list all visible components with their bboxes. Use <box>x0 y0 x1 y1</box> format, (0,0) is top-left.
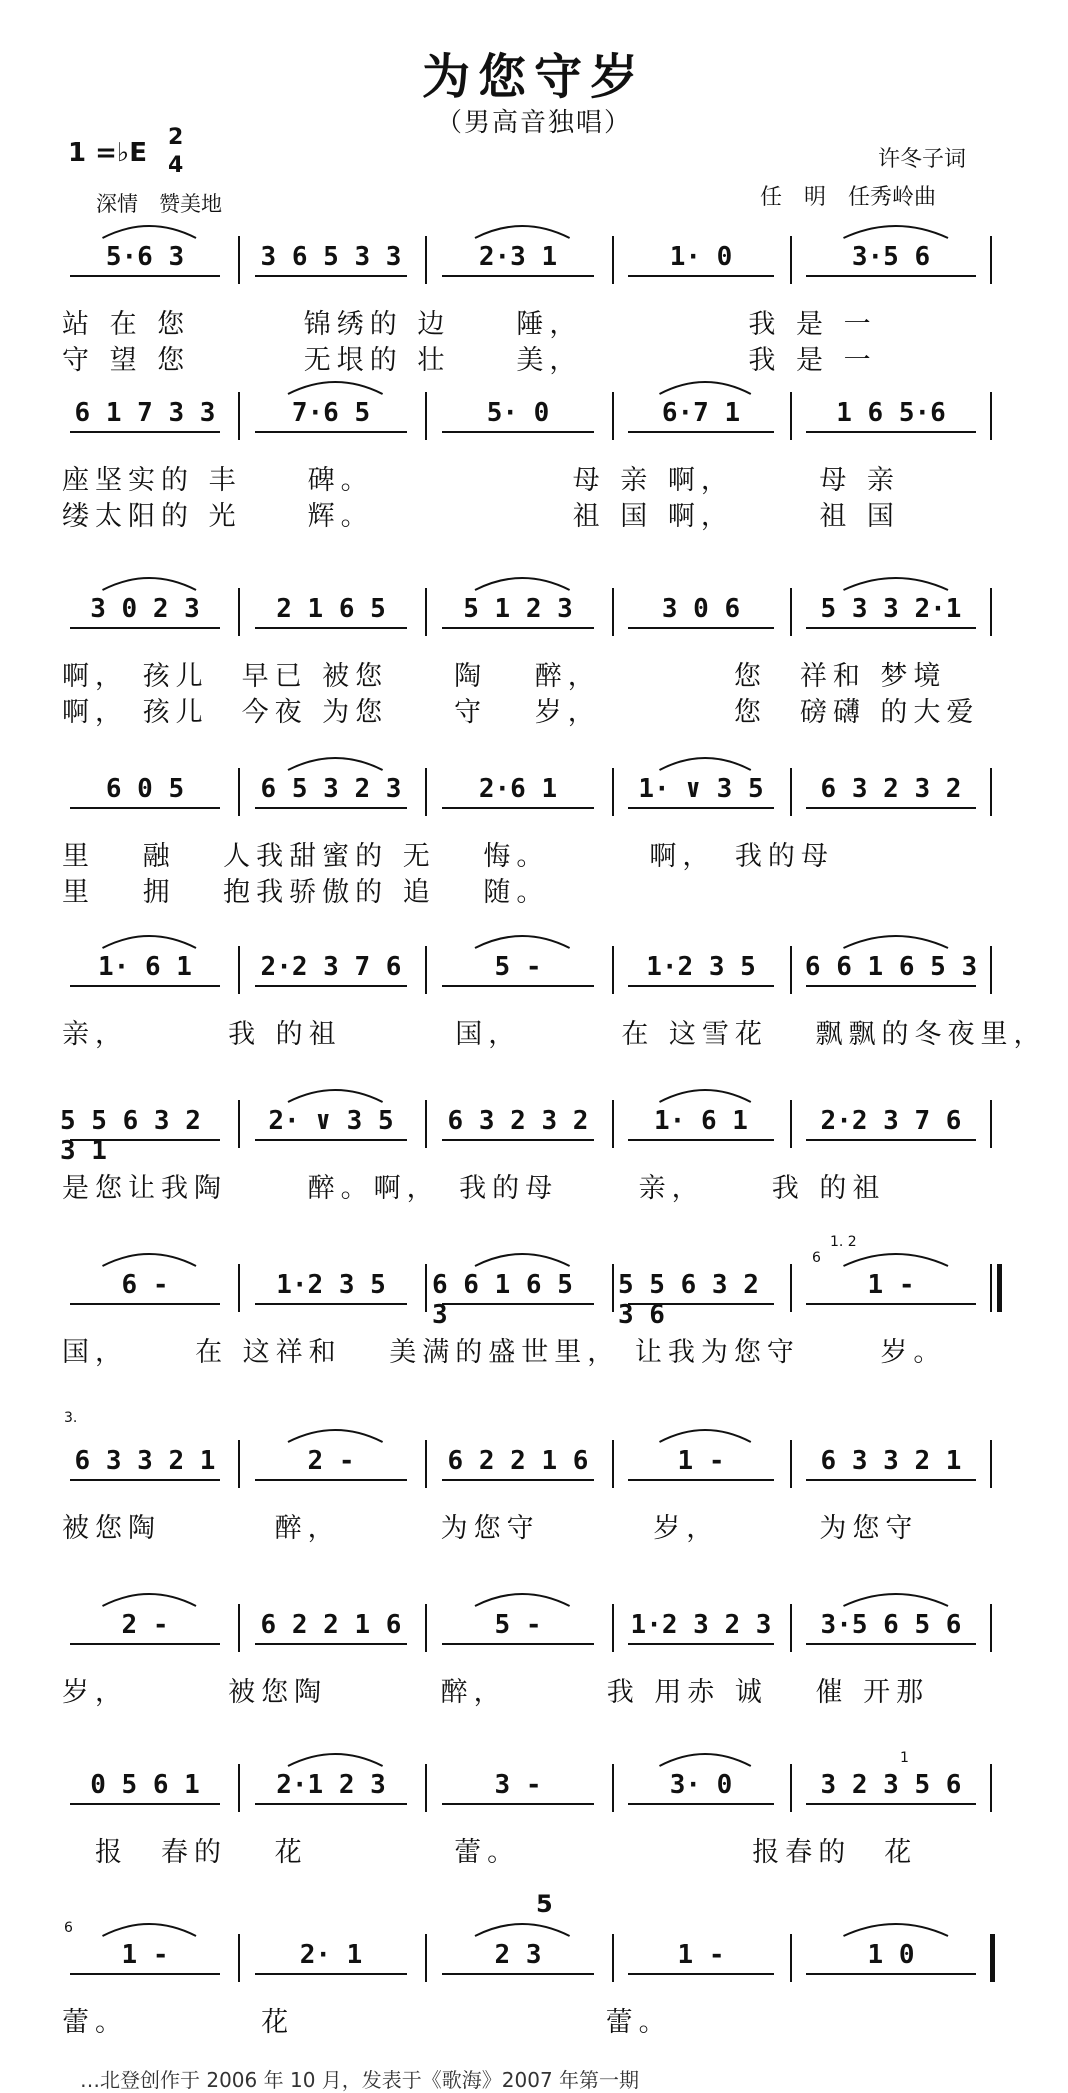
grace-note: 6 <box>812 1250 821 1266</box>
slur <box>103 1924 197 1936</box>
lyric-line: 蕾。 花 蕾。 <box>62 2007 672 2038</box>
volta-bracket: 1. 2 <box>830 1234 857 1250</box>
measure: 2 1 6 5 <box>276 594 386 624</box>
slur <box>844 1924 949 1936</box>
measure: 2·1 2 3 <box>276 1770 386 1800</box>
song-subtitle: （男高音独唱） <box>435 108 632 138</box>
measure: 3·5 6 5 6 <box>820 1610 962 1640</box>
beams-and-slurs <box>0 1066 1068 1146</box>
measure: 3· 0 <box>669 1770 733 1800</box>
lyric-line: 啊， 孩儿 早已 被您 陶 醉， 您 祥和 梦境 <box>62 661 947 692</box>
measure: 1 - <box>121 1940 169 1970</box>
lyric-line: 啊， 孩儿 今夜 为您 守 岁， 您 磅礴 的大爱 <box>62 697 980 728</box>
lyric-line: 国， 在 这祥和 美满的盛世里， 让我为您守 岁。 <box>62 1337 947 1368</box>
measure: 3 6 5 3 3 <box>260 242 402 272</box>
measure: 6 6 1 6 5 3 <box>804 952 978 982</box>
grace-note: 1 <box>900 1750 909 1766</box>
lyric-line: 里 融 人我甜蜜的 无 悔。 啊， 我的母 <box>62 841 834 872</box>
slur <box>660 1090 751 1102</box>
measure: 1 - <box>867 1270 915 1300</box>
beams-and-slurs <box>0 202 1068 282</box>
lyric-line: 岁， 被您陶 醉， 我 用赤 诚 催 开那 <box>62 1677 930 1708</box>
measure: 6 2 2 1 6 <box>447 1446 589 1476</box>
meter-top: 2 <box>168 125 184 150</box>
measure: 3·5 6 <box>851 242 931 272</box>
measure: 1· 6 1 <box>98 952 192 982</box>
slur <box>475 226 570 238</box>
measure: 6 5 3 2 3 <box>260 774 402 804</box>
slur <box>103 1254 197 1266</box>
beams-and-slurs <box>0 1570 1068 1650</box>
measure: 1 0 <box>867 1940 915 1970</box>
beams-and-slurs <box>0 1230 1068 1310</box>
slur <box>660 1754 751 1766</box>
measure: 5· 0 <box>486 398 550 428</box>
slur <box>475 936 570 948</box>
beams-and-slurs <box>0 358 1068 438</box>
measure: 6 0 5 <box>105 774 185 804</box>
slur <box>660 1430 751 1442</box>
beams-and-slurs <box>0 734 1068 814</box>
measure: 6 3 2 3 2 <box>820 774 962 804</box>
slur <box>475 1924 570 1936</box>
measure: 5 - <box>494 952 542 982</box>
measure: 5 3 3 2·1 <box>820 594 962 624</box>
measure: 3 0 2 3 <box>90 594 200 624</box>
slur <box>844 226 949 238</box>
measure: 5 5 6 3 2 3 1 <box>60 1106 201 1166</box>
song-title: 为您守岁 <box>421 49 646 105</box>
slur <box>844 578 949 590</box>
measure: 1 6 5·6 <box>836 398 946 428</box>
measure: 5·6 3 <box>105 242 185 272</box>
measure: 2 - <box>307 1446 355 1476</box>
measure: 1· ∨ 3 5 <box>638 774 764 804</box>
tempo-marking: 深情 赞美地 <box>96 192 222 216</box>
volta-bracket: 3. <box>64 1410 78 1426</box>
slur <box>288 1430 383 1442</box>
beams-and-slurs <box>0 554 1068 634</box>
measure: 2·2 3 7 6 <box>260 952 402 982</box>
publication-note: …北登创作于 2006 年 10 月，发表于《歌海》2007 年第一期 <box>80 2068 640 2092</box>
lyric-line: 报 春的 花 蕾。 报春的 花 <box>62 1837 918 1868</box>
measure: 3 - <box>494 1770 542 1800</box>
grace-note: 6 <box>64 1920 73 1936</box>
measure: 2 - <box>121 1610 169 1640</box>
measure: 6 2 2 1 6 <box>260 1610 402 1640</box>
slur <box>844 1254 949 1266</box>
measure: 1 - <box>677 1940 725 1970</box>
measure: 2·6 1 <box>478 774 558 804</box>
measure: 2·3 1 <box>478 242 558 272</box>
measure: 1·2 3 5 <box>646 952 756 982</box>
slur <box>475 1254 570 1266</box>
measure: 7·6 5 <box>291 398 371 428</box>
slur <box>660 758 751 770</box>
measure: 6 6 1 6 5 3 <box>432 1270 573 1330</box>
slur <box>288 1754 383 1766</box>
measure: 6 3 3 2 1 <box>74 1446 216 1476</box>
measure: 2 3 <box>494 1940 542 1970</box>
measure: 6 3 3 2 1 <box>820 1446 962 1476</box>
lyric-line: 亲， 我 的祖 国， 在 这雪花 飘飘的冬夜里， <box>62 1019 1047 1050</box>
key-signature: 1 =♭E <box>68 138 147 168</box>
slur <box>844 1594 949 1606</box>
measure: 5 5 6 3 2 3 6 <box>618 1270 759 1330</box>
lyricist-credit: 许冬子词 <box>878 147 967 172</box>
slur <box>475 1594 570 1606</box>
beams-and-slurs <box>0 1730 1068 1810</box>
measure: 1·2 3 5 <box>276 1270 386 1300</box>
measure: 1· 6 1 <box>654 1106 748 1136</box>
slur <box>288 758 383 770</box>
measure: 3 2 3 5 6 <box>820 1770 962 1800</box>
measure: 5 - <box>494 1610 542 1640</box>
measure: 3 0 6 <box>661 594 741 624</box>
lyric-line: 里 拥 抱我骄傲的 追 随。 <box>62 877 550 908</box>
slur <box>103 1594 197 1606</box>
measure: 2· ∨ 3 5 <box>268 1106 394 1136</box>
composer-credit: 任 明 任秀岭曲 <box>760 185 937 210</box>
measure: 6 1 7 3 3 <box>74 398 216 428</box>
measure: 0 5 6 1 <box>90 1770 200 1800</box>
slur <box>288 382 383 394</box>
beams-and-slurs <box>0 1406 1068 1486</box>
lyric-line: 被您陶 醉， 为您守 岁， 为您守 <box>62 1513 919 1544</box>
slur <box>103 936 197 948</box>
meter-bottom: 4 <box>168 153 184 178</box>
lyric-line: 站 在 您 锦绣的 边 陲， 我 是 一 <box>62 309 877 340</box>
measure: 1·2 3 2 3 <box>630 1610 772 1640</box>
slur <box>660 382 751 394</box>
fermata-note: 5 <box>536 1890 553 1918</box>
slur <box>103 226 197 238</box>
lyric-line: 座坚实的 丰 碑。 母 亲 啊， 母 亲 <box>62 465 900 496</box>
beams-and-slurs <box>0 1900 1068 1980</box>
time-signature <box>168 124 183 180</box>
measure: 2· 1 <box>299 1940 363 1970</box>
lyric-line: 是您让我陶 醉。啊， 我的母 亲， 我 的祖 <box>62 1173 886 1204</box>
slur <box>103 578 197 590</box>
measure: 6·7 1 <box>661 398 741 428</box>
measure: 6 3 2 3 2 <box>447 1106 589 1136</box>
measure: 1· 0 <box>669 242 733 272</box>
slur <box>475 578 570 590</box>
measure: 1 - <box>677 1446 725 1476</box>
beams-and-slurs <box>0 912 1068 992</box>
measure: 2·2 3 7 6 <box>820 1106 962 1136</box>
slur <box>288 1090 383 1102</box>
lyric-line: 守 望 您 无垠的 壮 美， 我 是 一 <box>62 345 877 376</box>
lyric-line: 缕太阳的 光 辉。 祖 国 啊， 祖 国 <box>62 501 900 532</box>
slur <box>844 936 949 948</box>
measure: 5 1 2 3 <box>463 594 573 624</box>
measure: 6 - <box>121 1270 169 1300</box>
